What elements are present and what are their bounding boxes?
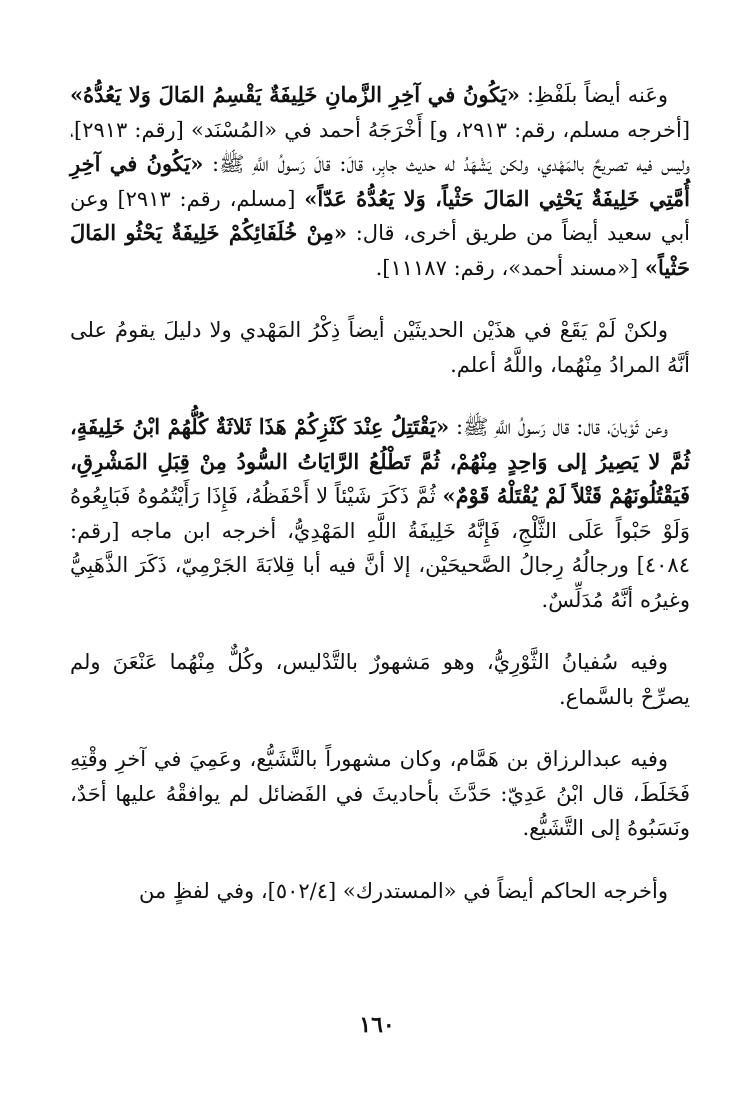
paragraph-1 [70,78,690,285]
hadith-quote: «يَكُونُ في آخِرِ أُمَّتِي خَلِيفَةٌ يَحْثِي المَالَ حَثْياً، وَلا يَعُدُّهُ عَدّاً» [70,151,690,211]
hadith-quote: «مِنْ خُلَفَائِكُمْ خَلِيفَةٌ يَحْثُو المَالَ حَثْياً» [70,220,690,280]
text-segment: ثُمَّ ذَكَرَ شَيْئاً لا أَحْفَظُهُ، فَإِذَا رَأَيْتُمُوهُ فَبَايِعُوهُ وَلَوْ حَبْواً عَلَى الثَّلْجِ، فَإِنَّهُ خَلِيفَةُ اللَّهِ المَهْدِيُّ، أخرجه ابن ماجه [رقم: ٤٠٨٤] ورجالُهُ رِجالُ الصَّحيحَيْن، إلا أنَّ فيه أبا قِلابَةَ الجَرْمِيّ، ذَكَرَ الذَّهَبِيُّ وغيرُه أنَّهُ مُدَلِّسٌ. [70,484,690,612]
text-segment: وأخرجه الحاكم أيضاً في «المستدرك» [٥٠٢/٤]، وفي لفظٍ من [138,878,668,903]
paragraph-3 [70,410,690,617]
text-segment: وعن ثَوْبانَ، قال: قال رَسولُ اللَّهِ ﷺ: [449,415,668,439]
paragraph-4 [70,645,690,714]
paragraph-5 [70,742,690,846]
text-segment: وعَنه أيضاً بلَفْظِ: [519,83,669,107]
hadith-quote: «يَقْتَتِلُ عِنْدَ كَنْزِكُمْ هَذَا ثَلاثَةٌ كُلُّهُمْ ابْنُ خَلِيفَةٍ، ثُمَّ لا يَصِيرُ إلى وَاحِدٍ مِنْهُمْ، ثُمَّ تَطْلُعُ الرَّايَاتُ السُّودُ مِنْ قِبَلِ المَشْرِقِ، فَيَقْتُلُونَهُمْ قَتْلاً لَمْ يُقْتَلْهُ قَوْمٌ» [70,414,690,508]
paragraph-6 [70,874,690,909]
paragraph-2 [70,313,690,382]
hadith-quote: «يَكُونُ في آخِرِ الزَّمانِ خَلِيفَةٌ يَقْسِمُ المَالَ وَلا يَعُدُّهُ» [70,82,520,107]
text-segment: ولكنْ لَمْ يَقَعْ في هذَيْن الحديثَيْن أيضاً ذِكْرُ المَهْدي ولا دليلَ يقومُ على أنَّهُ المرادُ مِنْهُما، واللَّهُ أعلم. [70,318,690,377]
text-segment: وفيه عبدالرزاق بن هَمَّام، وكان مشهوراً بالتَّشَيُّع، وعَمِيَ في آخرِ وقْتِهِ فَخَلَطَ، قال ابْنُ عَدِيّ: حَدَّثَ بأحاديثَ في الفَضائل لم يوافقْهُ عليها أحَدٌ، ونَسَبُوهُ إلى التَّشَيُّع. [70,747,690,840]
text-segment: وفيه سُفيانُ الثَّوْرِيُّ، وهو مَشهورٌ بالتَّدْليس، وكُلٌّ مِنْهُما عَنْعَنَ ولم يصرِّحْ بالسَّماع. [70,650,690,709]
page-body [70,78,690,908]
text-segment: [«مسند أحمد»، رقم: ١١١٨٧]. [375,255,645,280]
page-number: ١٦٠ [359,1012,395,1038]
text-segment: [مسلم، رقم: ٢٩١٣] وعن أبي سعيد أيضاً من طريق أخرى، قال: [70,186,690,245]
text-segment: [أخرجه مسلم، رقم: ٢٩١٣، و] أَخْرَجَهُ أحمد في «المُسْنَد» [رقم: ٢٩١٣]، وليس فيه تصريحٌ بالمَهْدي، ولكن يَشْهَدُ له حديث جابِر، قالَ: قالَ رَسولُ اللَّهِ ﷺ: [70,117,691,176]
